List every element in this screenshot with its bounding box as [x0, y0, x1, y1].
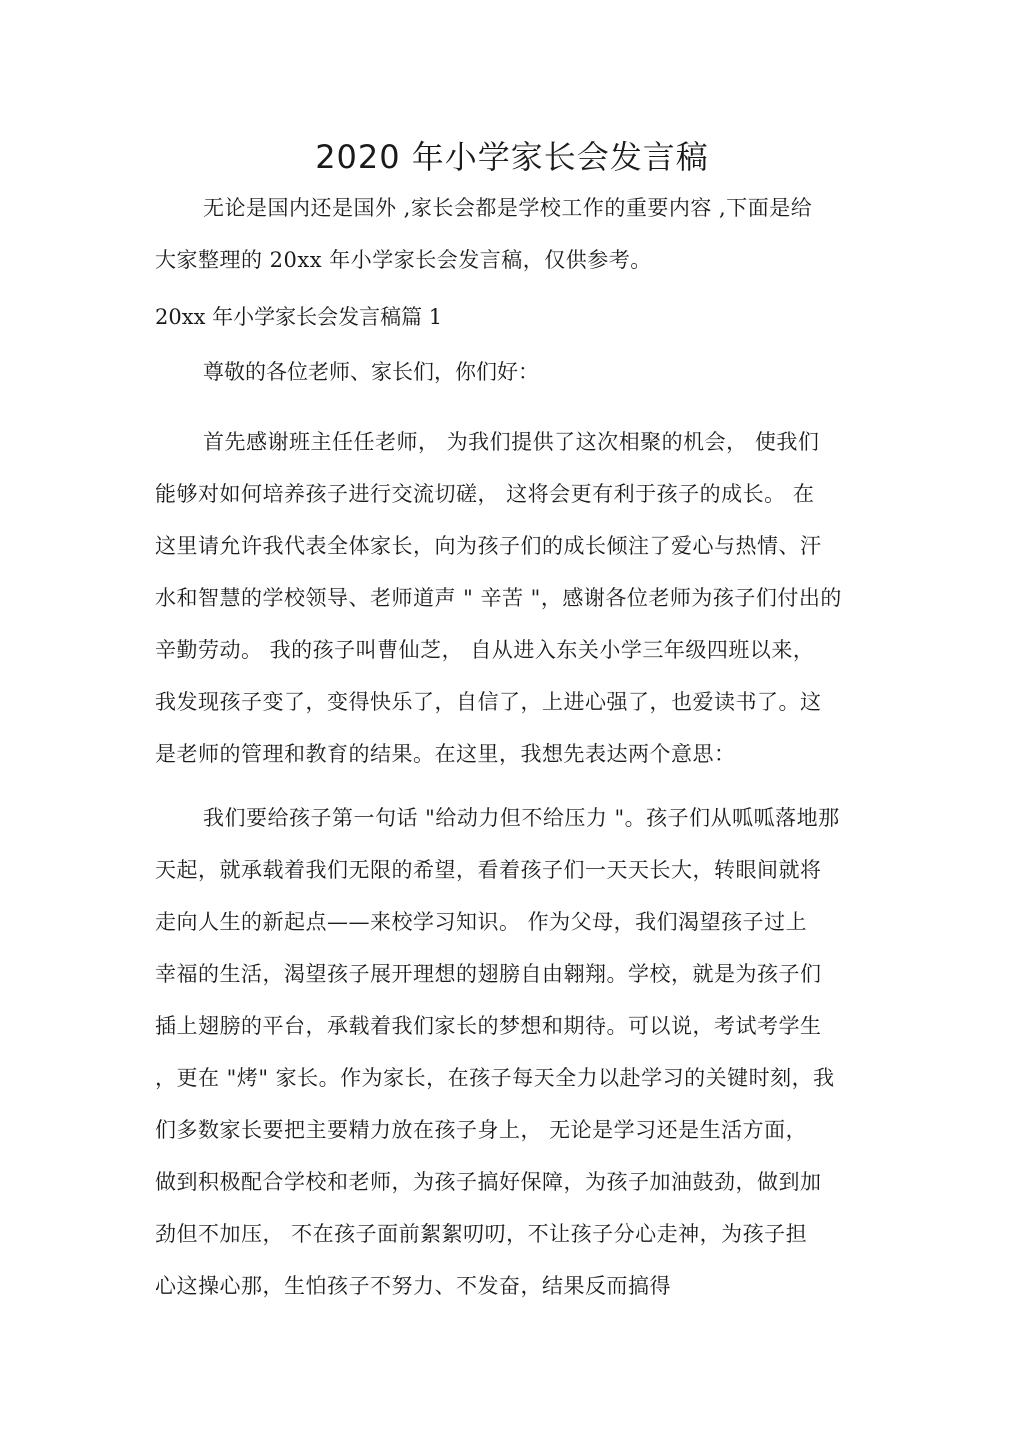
paragraph-line: 辛勤劳动。 我的孩子叫曹仙芝， 自从进入东关小学三年级四班以来， [155, 638, 815, 662]
intro-line: 无论是国内还是国外 ,家长会都是学校工作的重要内容 ,下面是给 [203, 196, 813, 220]
paragraph-line: 幸福的生活，渴望孩子展开理想的翅膀自由翱翔。学校，就是为孩子们 [155, 962, 822, 986]
document-title: 2020 年小学家长会发言稿 [315, 138, 709, 176]
paragraph-line: 这里请允许我代表全体家长，向为孩子们的成长倾注了爱心与热情、汗 [155, 534, 822, 558]
paragraph-line: 走向人生的新起点——来校学习知识。 作为父母，我们渴望孩子过上 [155, 910, 808, 934]
greeting-line: 尊敬的各位老师、家长们，你们好： [203, 360, 539, 384]
paragraph-1 [155, 416, 867, 780]
paragraph-line: 首先感谢班主任任老师， 为我们提供了这次相聚的机会， 使我们 [203, 430, 820, 454]
paragraph-line: 水和智慧的学校领导、老师道声 " 辛苦 "，感谢各位老师为孩子们付出的 [155, 586, 842, 610]
paragraph-line: 们多数家长要把主要精力放在孩子身上， 无论是学习还是生活方面， [155, 1118, 808, 1142]
paragraph-line: 天起，就承载着我们无限的希望，看着孩子们一天天长大，转眼间就将 [155, 858, 822, 882]
paragraph-line: 我发现孩子变了，变得快乐了，自信了，上进心强了，也爱读书了。这 [155, 690, 822, 714]
intro-line: 大家整理的 20xx 年小学家长会发言稿，仅供参考。 [155, 248, 652, 272]
intro-paragraph [155, 182, 867, 286]
paragraph-line: 插上翅膀的平台，承载着我们家长的梦想和期待。可以说，考试考学生 [155, 1014, 822, 1038]
paragraph-line: 是老师的管理和教育的结果。在这里，我想先表达两个意思： [155, 742, 736, 766]
paragraph-2 [155, 792, 867, 1312]
section-heading: 20xx 年小学家长会发言稿篇 1 [155, 305, 443, 329]
paragraph-line: 劲但不加压， 不在孩子面前絮絮叨叨，不让孩子分心走神，为孩子担 [155, 1222, 808, 1246]
paragraph-line: 心这操心那，生怕孩子不努力、不发奋，结果反而搞得 [155, 1274, 671, 1298]
paragraph-line: 做到积极配合学校和老师，为孩子搞好保障，为孩子加油鼓劲，做到加 [155, 1170, 822, 1194]
paragraph-line: ，更在 "烤" 家长。作为家长，在孩子每天全力以赴学习的关键时刻，我 [155, 1066, 835, 1090]
paragraph-line: 能够对如何培养孩子进行交流切磋， 这将会更有利于孩子的成长。 在 [155, 482, 815, 506]
paragraph-line: 我们要给孩子第一句话 "给动力但不给压力 "。孩子们从呱呱落地那 [203, 806, 840, 830]
